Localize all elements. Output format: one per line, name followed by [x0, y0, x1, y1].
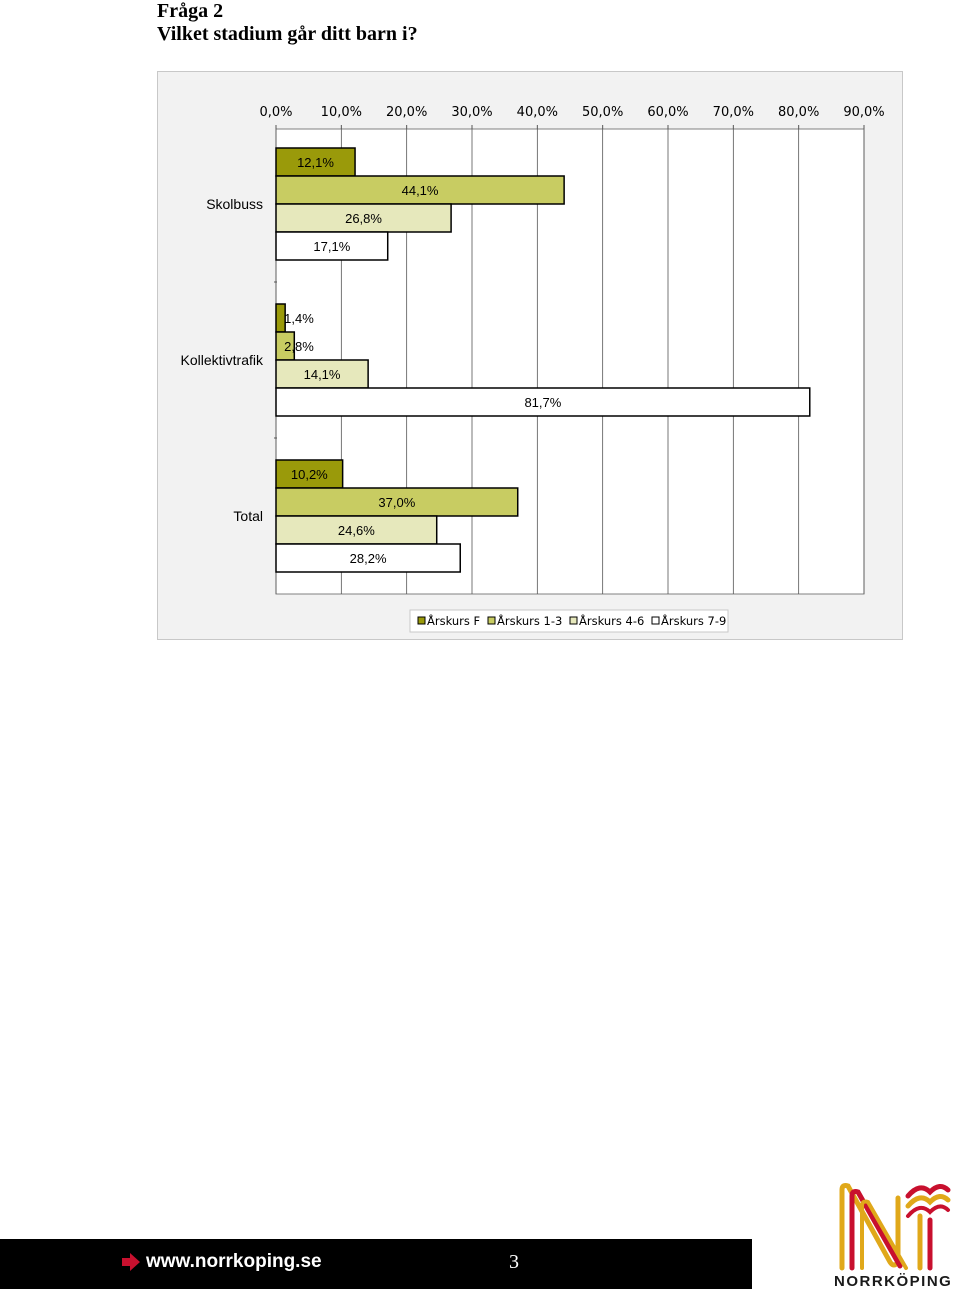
legend-label: Årskurs 4-6: [579, 614, 645, 628]
data-label: 10,2%: [290, 467, 328, 482]
page-number: 3: [509, 1251, 519, 1273]
arrow-icon: [120, 1252, 142, 1272]
x-tick-label: 70,0%: [712, 105, 754, 120]
question-text: Vilket stadium går ditt barn i?: [157, 23, 418, 45]
data-label: 44,1%: [401, 183, 439, 198]
x-tick-label: 40,0%: [516, 105, 558, 120]
data-label: 14,1%: [303, 367, 341, 382]
question-number: Fråga 2: [157, 0, 224, 22]
page-heading: [157, 0, 418, 46]
category-label: Total: [233, 508, 263, 524]
bar-chart: [158, 72, 904, 641]
x-tick-label: 60,0%: [647, 105, 689, 120]
norrkoping-logo-icon: [830, 1176, 954, 1276]
data-label: 28,2%: [349, 551, 387, 566]
x-tick-label: 90,0%: [843, 105, 885, 120]
legend-label: Årskurs F: [427, 614, 481, 628]
legend-swatch: [570, 617, 577, 624]
data-label: 17,1%: [313, 239, 351, 254]
logo-wordmark: NORRKÖPING: [834, 1273, 953, 1290]
data-label: 12,1%: [297, 155, 334, 170]
legend-swatch: [652, 617, 659, 624]
x-tick-label: 30,0%: [451, 105, 493, 120]
data-label: 2,8%: [284, 339, 314, 354]
data-label: 1,4%: [284, 311, 314, 326]
legend-swatch: [488, 617, 495, 624]
legend-label: Årskurs 1-3: [497, 614, 563, 628]
x-tick-label: 80,0%: [778, 105, 820, 120]
data-label: 37,0%: [378, 495, 416, 510]
x-tick-label: 20,0%: [386, 105, 428, 120]
x-tick-label: 0,0%: [259, 105, 293, 120]
category-label: Skolbuss: [206, 196, 263, 212]
legend-swatch: [418, 617, 425, 624]
footer-url-link[interactable]: www.norrkoping.se: [146, 1251, 322, 1272]
category-label: Kollektivtrafik: [180, 352, 263, 368]
x-tick-label: 10,0%: [320, 105, 362, 120]
data-label: 26,8%: [345, 211, 382, 226]
data-label: 24,6%: [337, 523, 375, 538]
x-tick-label: 50,0%: [582, 105, 624, 120]
footer-bar: [0, 1239, 752, 1289]
data-label: 81,7%: [524, 395, 562, 410]
chart-frame: [157, 71, 903, 640]
legend-label: Årskurs 7-9: [661, 614, 727, 628]
